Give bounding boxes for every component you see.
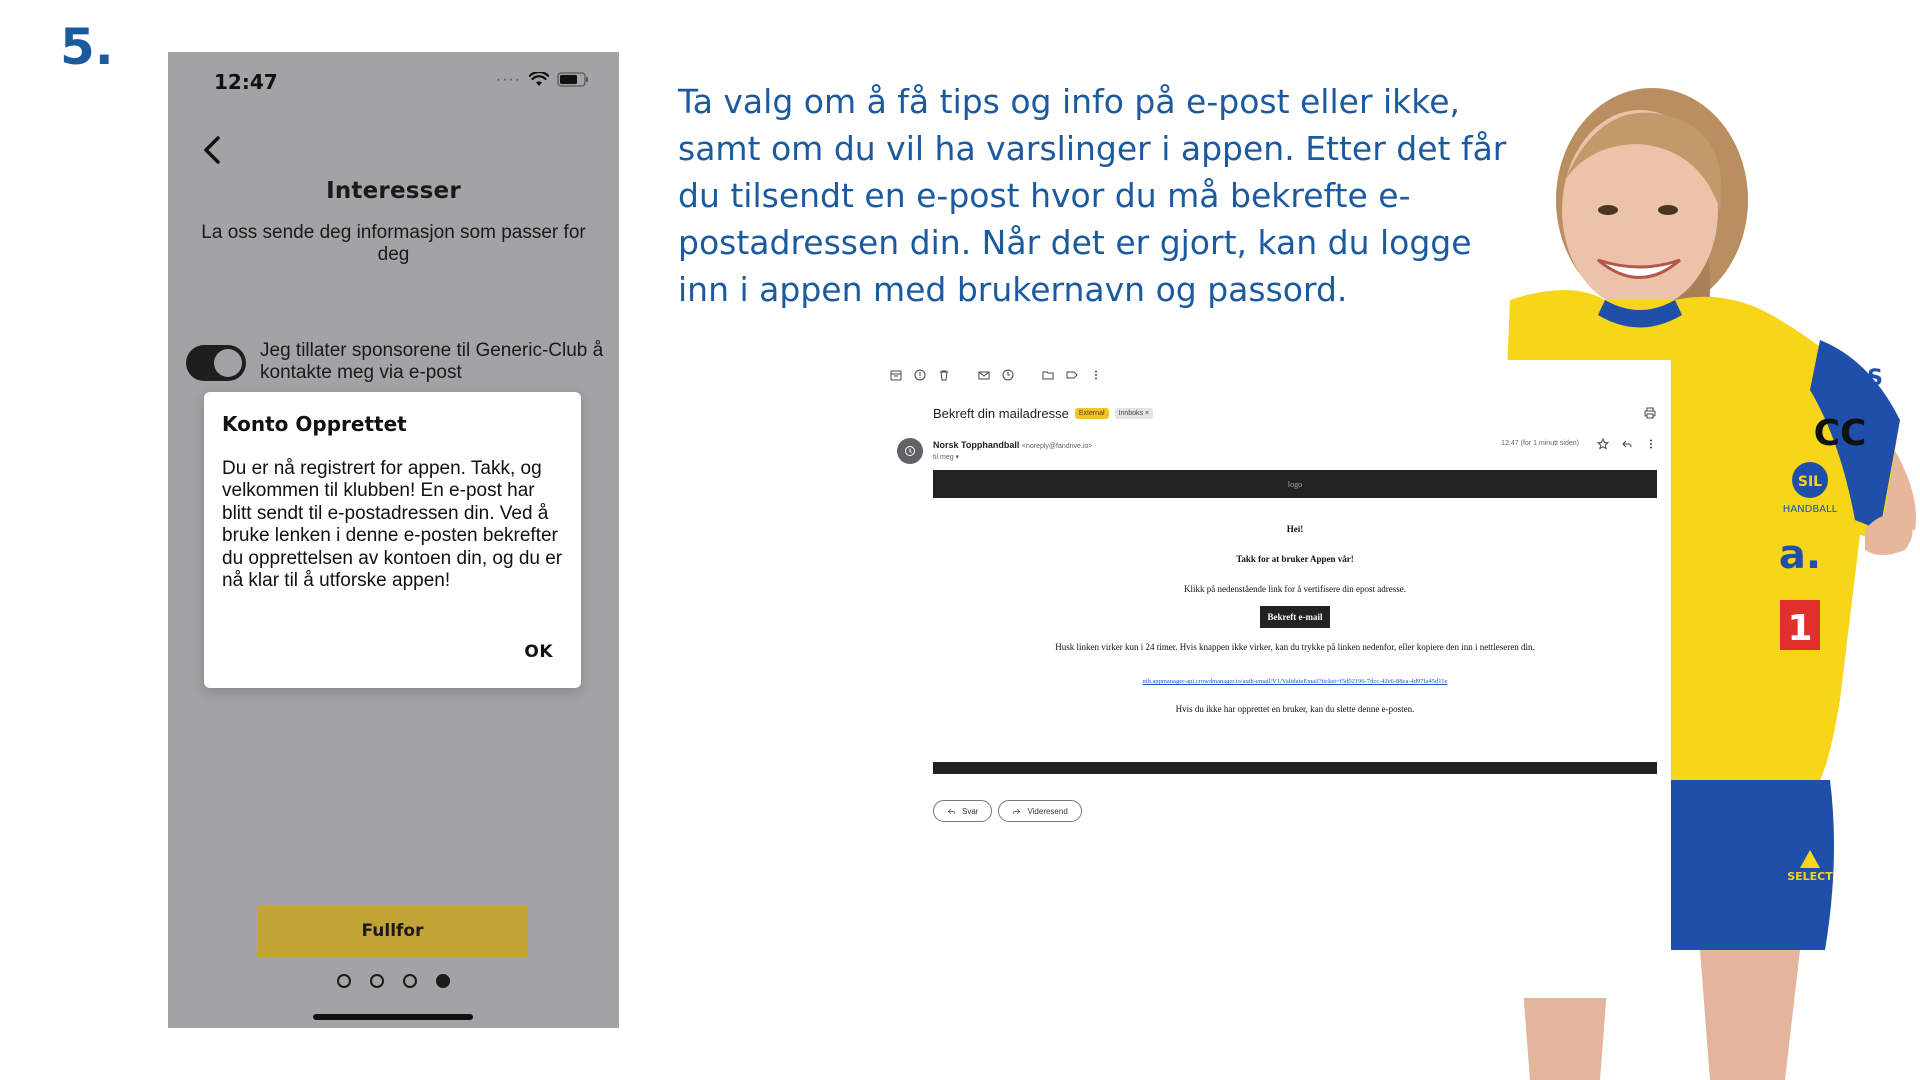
shorts-brand: SELECT: [1787, 870, 1833, 883]
forward-icon: [1012, 807, 1021, 816]
page-dot: [370, 974, 384, 988]
jersey-sponsor-mid: CC: [1813, 413, 1867, 454]
jersey-club-badge-sub: HANDBALL: [1782, 504, 1838, 515]
home-indicator[interactable]: [313, 1014, 473, 1020]
forward-button[interactable]: [998, 800, 1081, 822]
jersey-number: 1: [1787, 608, 1813, 649]
sponsor-consent-label: Jeg tillater sponsorene til Generic-Club å kontakte meg via e-post: [260, 340, 604, 383]
star-icon[interactable]: [1597, 438, 1609, 450]
finish-button[interactable]: Fullfor: [257, 905, 528, 957]
inbox-label-chip[interactable]: Innboks ×: [1115, 408, 1154, 419]
reply-icon[interactable]: [1621, 438, 1633, 450]
page-indicator: [168, 974, 619, 988]
email-screenshot: [875, 360, 1671, 998]
step-number: 5.: [60, 18, 114, 76]
battery-icon: [557, 72, 589, 87]
email-banner: [933, 470, 1657, 498]
player-right-leg: [1700, 950, 1800, 1080]
dialog-title: Konto Opprettet: [222, 412, 407, 436]
email-timestamp: 12:47 (for 1 minutt siden): [1501, 440, 1579, 447]
email-footer-bar: [933, 762, 1657, 774]
status-icons: [496, 72, 589, 87]
page-dot-active: [436, 974, 450, 988]
archive-icon[interactable]: [889, 368, 903, 382]
sender-name: Norsk Topphandball: [933, 440, 1020, 450]
status-time: 12:47: [214, 70, 278, 94]
label-icon[interactable]: [1065, 368, 1079, 382]
print-icon[interactable]: [1643, 406, 1657, 420]
email-subject-row: [933, 406, 1153, 421]
reply-icon: [947, 807, 956, 816]
screen-subtitle: La oss sende deg informasjon som passer for deg: [201, 222, 586, 265]
external-badge: External: [1075, 408, 1109, 419]
sender-line: [933, 440, 1092, 450]
delete-icon[interactable]: [937, 368, 951, 382]
reply-actions: [933, 800, 1082, 822]
dialog-body: Du er nå registrert for appen. Takk, og velkommen til klubben! En e-post har blitt sendt til e-postadressen din. Ved å bruke lenken i denne e-posten bekrefter du opprettelsen av kontoen din, og du er nå klar til å utforske appen!: [222, 458, 563, 592]
player-eye-left: [1598, 205, 1618, 215]
email-instruction: Klikk på nedenstående link for å vertifisere din epost adresse.: [1184, 584, 1406, 594]
email-thanks: Takk for at bruker Appen vår!: [1236, 554, 1354, 564]
jersey-sleeve-letter: a.: [1778, 532, 1822, 578]
more-vert-icon[interactable]: [1089, 368, 1103, 382]
email-actions: [1597, 438, 1657, 450]
instruction-text: Ta valg om å få tips og info på e-post eller ikke, samt om du vil ha varslinger i appen. Etter det får du tilsendt en e-post hvor du må bekrefte e-postadressen din. Når det er gjort, kan du logge inn i appen med brukernavn og passord.: [678, 82, 1507, 309]
signal-icon: ····: [495, 70, 521, 88]
player-eye-right: [1658, 205, 1678, 215]
sponsor-consent-toggle[interactable]: [186, 345, 246, 381]
jersey-club-badge: SIL: [1797, 474, 1823, 490]
reply-button[interactable]: [933, 800, 992, 822]
reply-label: Svar: [962, 806, 979, 816]
sponsor-consent-row: [186, 340, 616, 384]
jersey-sponsor-top: OBOS: [1812, 366, 1884, 391]
page-dot: [337, 974, 351, 988]
report-spam-icon[interactable]: [913, 368, 927, 382]
email-footer-text: Hvis du ikke har opprettet en bruker, kan du slette denne e-posten.: [1175, 704, 1415, 714]
confirm-email-link[interactable]: nth.appmanager-api.crowdmanager.io/auth-email/V1/ValidateEmail?ticket=f5d02196-7dcc-42e6-88ea-4d97fa45d11e: [1142, 678, 1448, 685]
email-note: Husk linken virker kun i 24 timer. Hvis knappen ikke virker, kan du trykke på linken nedenfor, eller kopiere den inn i nettleseren din.: [1055, 642, 1535, 652]
broken-logo-image: logo: [1287, 479, 1303, 489]
sender-email: <noreply@fandrive.io>: [1021, 443, 1093, 450]
move-to-icon[interactable]: [1041, 368, 1055, 382]
back-button[interactable]: [196, 130, 232, 170]
email-toolbar: [889, 368, 1103, 382]
screen-title: Interesser: [326, 178, 461, 204]
avatar-icon: [904, 445, 916, 457]
account-created-dialog: [204, 392, 581, 688]
toggle-knob: [214, 349, 242, 377]
phone-screenshot: [168, 52, 619, 1028]
email-greeting: Hei!: [1286, 524, 1304, 534]
email-subject: Bekreft din mailadresse: [933, 406, 1069, 421]
wifi-icon: [529, 72, 549, 87]
forward-label: Videresend: [1027, 806, 1068, 816]
page-dot: [403, 974, 417, 988]
confirm-email-button[interactable]: Bekreft e-mail: [1260, 606, 1329, 628]
snooze-icon[interactable]: [1001, 368, 1015, 382]
mark-unread-icon[interactable]: [977, 368, 991, 382]
sender-avatar: [897, 438, 923, 464]
dialog-ok-button[interactable]: OK: [524, 642, 553, 662]
recipient-dropdown[interactable]: til meg ▾: [933, 454, 960, 461]
more-vert-icon[interactable]: [1645, 438, 1657, 450]
chevron-left-icon: [196, 130, 232, 170]
email-content: [933, 520, 1657, 714]
